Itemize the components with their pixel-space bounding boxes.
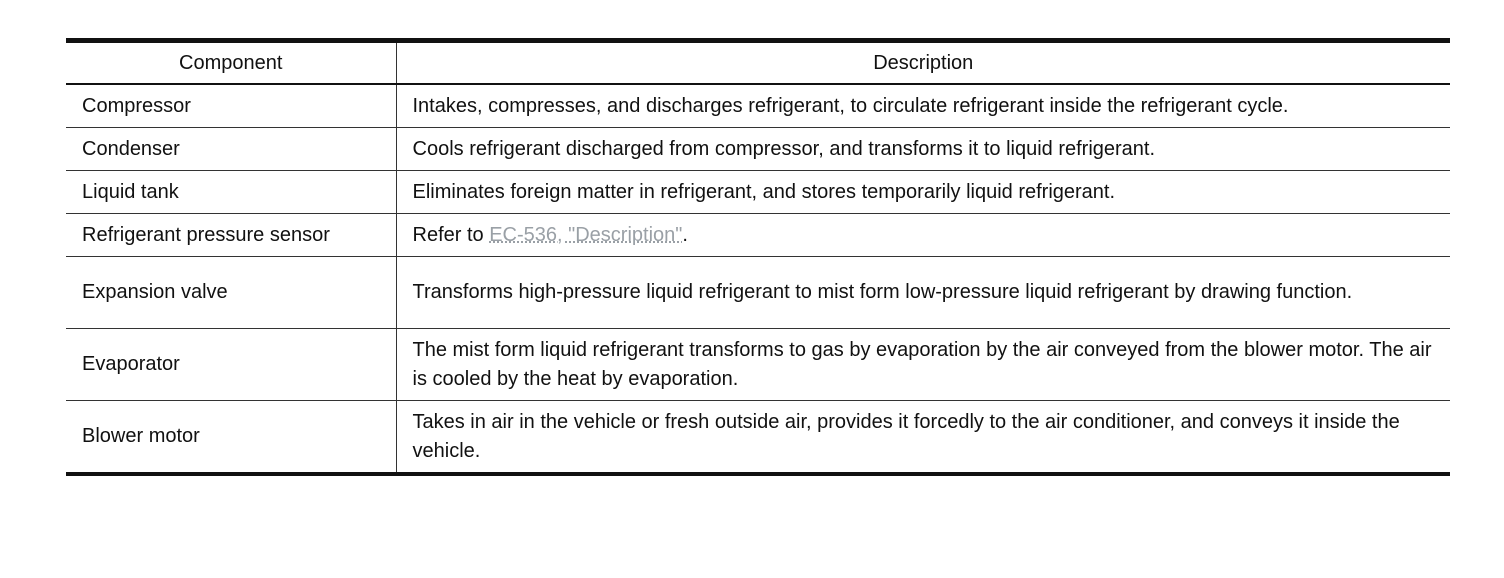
- component-cell: Expansion valve: [66, 257, 396, 329]
- component-cell: Compressor: [66, 84, 396, 128]
- table-row: [66, 171, 1450, 214]
- table-body: [66, 84, 1450, 474]
- header-component: Component: [66, 41, 396, 85]
- table-row: [66, 401, 1450, 475]
- table-row: [66, 128, 1450, 171]
- reference-link[interactable]: EC-536, "Description": [489, 223, 683, 246]
- component-cell: Liquid tank: [66, 171, 396, 214]
- table-header: [66, 41, 1450, 85]
- description-cell: Cools refrigerant discharged from compressor, and transforms it to liquid refrigerant.: [412, 137, 1156, 160]
- description-cell: Intakes, compresses, and discharges refrigerant, to circulate refrigerant inside the refrigerant cycle.: [412, 94, 1289, 117]
- table-row: [66, 257, 1450, 329]
- table-row: [66, 329, 1450, 401]
- header-description: Description: [873, 51, 974, 74]
- component-cell: Condenser: [66, 128, 396, 171]
- description-suffix: .: [682, 223, 688, 246]
- component-cell: Blower motor: [66, 401, 396, 475]
- description-cell: Eliminates foreign matter in refrigerant, and stores temporarily liquid refrigerant.: [412, 180, 1116, 203]
- component-description-table: [66, 38, 1450, 476]
- description-prefix: Refer to: [412, 223, 490, 246]
- component-cell: Evaporator: [66, 329, 396, 401]
- document-page: [66, 38, 1450, 476]
- component-cell: Refrigerant pressure sensor: [66, 214, 396, 257]
- header-row: [66, 41, 1450, 85]
- table-row: [66, 84, 1450, 128]
- description-cell: Takes in air in the vehicle or fresh outside air, provides it forcedly to the air conditioner, and conveys it inside the vehicle.: [412, 410, 1400, 462]
- description-cell: [396, 214, 1450, 257]
- description-cell: Transforms high-pressure liquid refrigerant to mist form low-pressure liquid refrigerant by drawing function.: [412, 281, 1353, 303]
- description-cell: The mist form liquid refrigerant transforms to gas by evaporation by the air conveyed from the blower motor. The air is cooled by the heat by evaporation.: [412, 338, 1432, 390]
- table-row: [66, 214, 1450, 257]
